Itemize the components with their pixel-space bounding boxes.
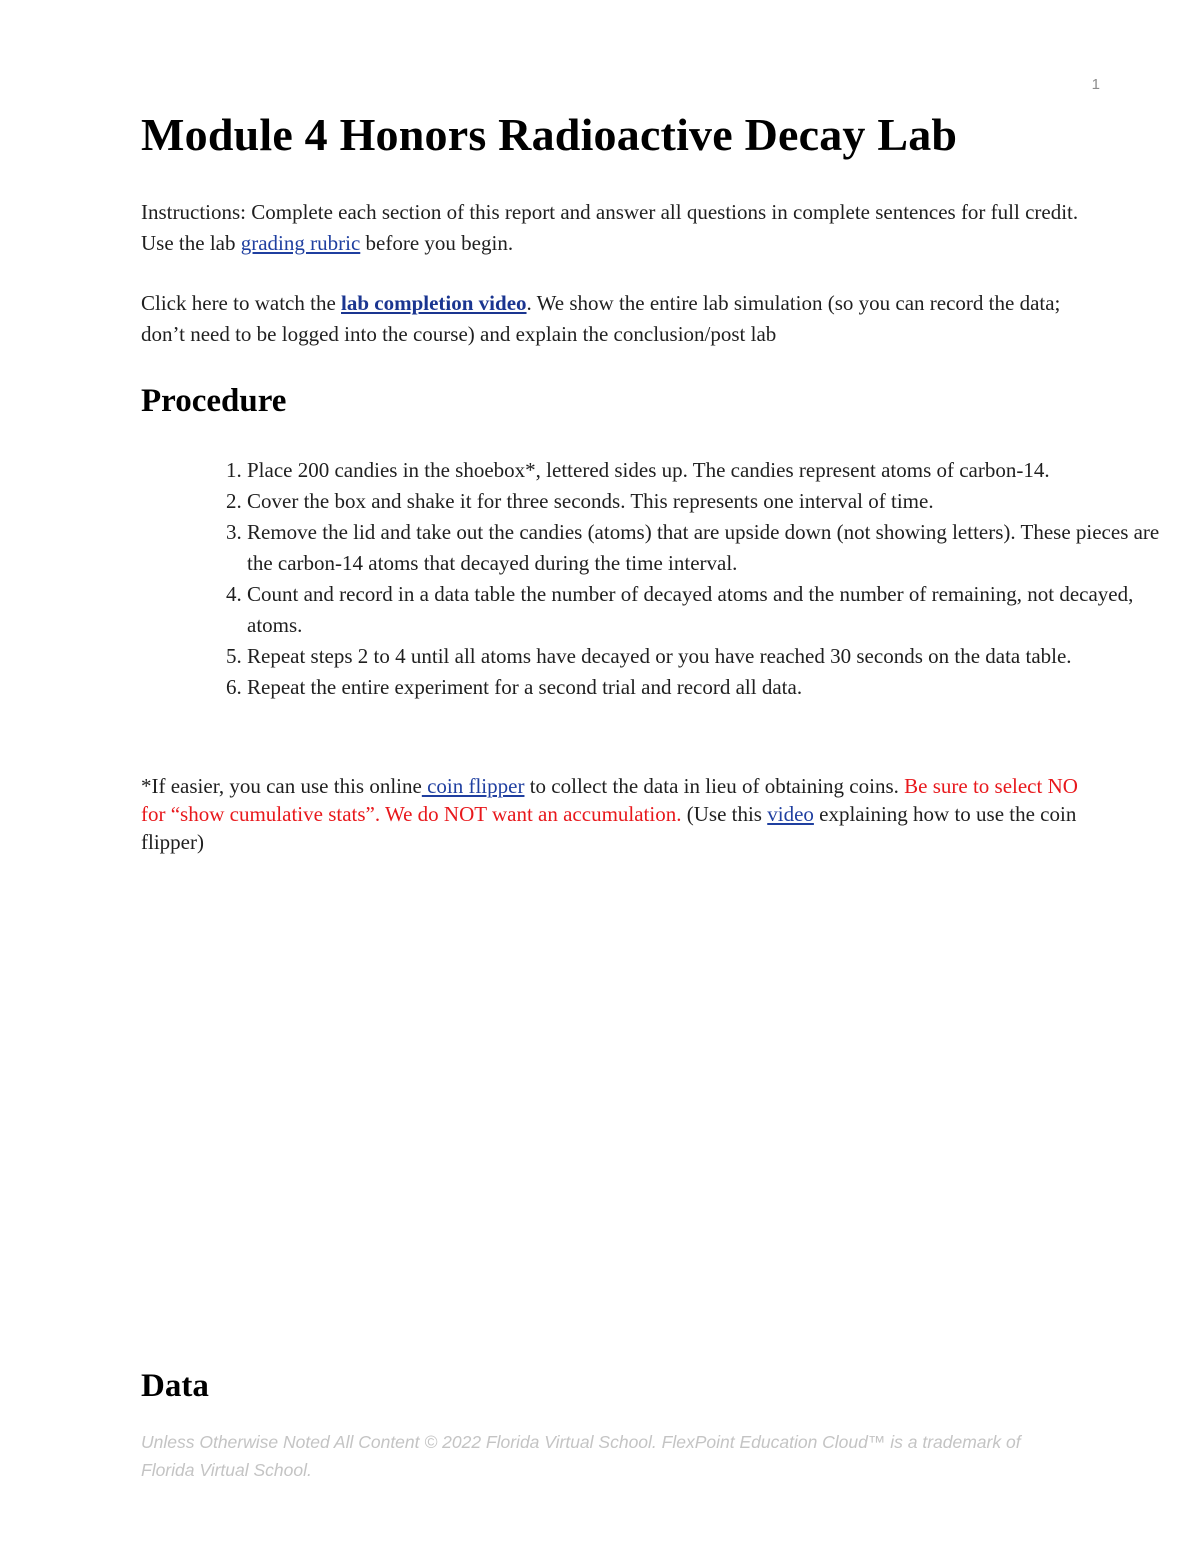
video-text-end: . We show the entire lab simulation (so you can record the data; don’t need to be logged into the course) and explain the conclusion/post lab bbox=[141, 291, 1061, 346]
copyright-footer: Unless Otherwise Noted All Content © 2022 Florida Virtual School. FlexPoint Education Cloud™ is a trademark of Florida Virtual School. bbox=[141, 1432, 1021, 1480]
instructions-text-end: before you begin. bbox=[360, 231, 514, 255]
cumulative-stats-warning: Be sure to select NO for “show cumulative stats”. We do NOT want an accumulation. bbox=[141, 774, 1078, 826]
page-number: 1 bbox=[1091, 76, 1100, 93]
page-title: Module 4 Honors Radioactive Decay Lab bbox=[141, 109, 958, 160]
note-text-middle: to collect the data in lieu of obtaining coins. bbox=[524, 774, 905, 798]
note-text-after-warning: (Use this bbox=[681, 802, 768, 826]
procedure-step: 4. Count and record in a data table the number of decayed atoms and the number of remaining, not decayed, atoms. bbox=[247, 579, 1187, 641]
coin-flipper-video-link[interactable]: video bbox=[767, 802, 814, 826]
procedure-steps-list bbox=[141, 455, 1187, 703]
instructions-text: Instructions: Complete each section of this report and answer all questions in complete sentences for full credit. Use the lab bbox=[141, 200, 1079, 255]
procedure-step: 6. Repeat the entire experiment for a second trial and record all data. bbox=[247, 672, 1187, 703]
procedure-step: 5. Repeat steps 2 to 4 until all atoms have decayed or you have reached 30 seconds on the data table. bbox=[247, 641, 1187, 672]
procedure-heading: Procedure bbox=[141, 383, 287, 419]
data-heading: Data bbox=[141, 1368, 209, 1404]
lab-completion-video-link[interactable]: lab completion video bbox=[341, 291, 527, 315]
coin-flipper-note bbox=[141, 772, 1086, 856]
note-text: *If easier, you can use this online bbox=[141, 774, 422, 798]
coin-flipper-link[interactable]: coin flipper bbox=[421, 774, 525, 798]
video-paragraph bbox=[141, 288, 1101, 350]
procedure-step: 3. Remove the lid and take out the candies (atoms) that are upside down (not showing letters). These pieces are the carbon-14 atoms that decayed during the time interval. bbox=[247, 517, 1187, 579]
procedure-step: 1. Place 200 candies in the shoebox*, lettered sides up. The candies represent atoms of carbon-14. bbox=[247, 455, 1187, 486]
instructions-paragraph bbox=[141, 197, 1101, 259]
procedure-step: 2. Cover the box and shake it for three seconds. This represents one interval of time. bbox=[247, 486, 1187, 517]
video-text: Click here to watch the bbox=[141, 291, 342, 315]
grading-rubric-link[interactable]: grading rubric bbox=[240, 231, 361, 255]
note-text-end: explaining how to use the coin flipper) bbox=[141, 802, 1077, 854]
